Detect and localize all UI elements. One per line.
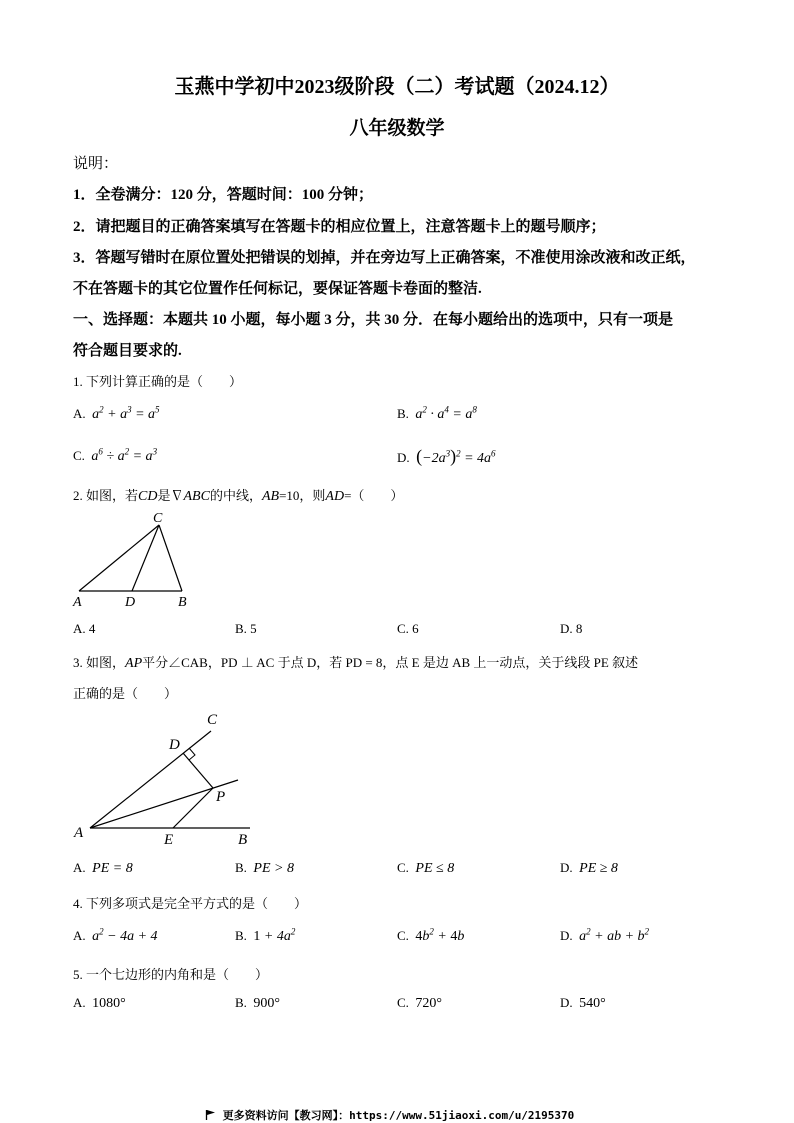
section-heading: 一、选择题：本题共 10 小题，每小题 3 分，共 30 分．在每小题给出的选项中，只有一项是 (73, 312, 674, 328)
flag-icon (205, 1109, 216, 1120)
label-d: D (169, 737, 180, 753)
option-label: C. (73, 448, 85, 463)
page-title: 玉燕中学初中2023级阶段（二）考试题（2024.12） (174, 76, 620, 98)
q5-option-c: C. 720° (397, 995, 443, 1011)
q4-option-c: C. $4b^2 + 4b$ (397, 926, 465, 944)
option-label: B. (397, 406, 409, 421)
label-b: B (178, 595, 187, 610)
instruction-1: 1．全卷满分：120 分，答题时间：100 分钟； (73, 187, 374, 203)
instruction-2: 2．请把题目的正确答案填写在答题卡的相应位置上，注意答题卡上的题号顺序； (73, 219, 606, 235)
q1-option-c: C. $a^6 \div a^2 = a^3$ (73, 446, 158, 464)
section-heading-cont: 符合题目要求的. (73, 343, 182, 359)
label-d: D (125, 595, 136, 610)
page-subtitle: 八年级数学 (349, 118, 445, 139)
label-a: A (73, 595, 82, 610)
question-5-stem: 5. 一个七边形的内角和是（ ） (73, 967, 269, 982)
q2-option-c: C. 6 (397, 621, 419, 636)
option-label: D. (397, 450, 410, 465)
q5-option-a: A. 1080° (73, 995, 126, 1011)
option-label: A. (73, 406, 86, 421)
q2-option-a: A. 4 (73, 621, 96, 636)
question-3-stem-cont: 正确的是（ ） (73, 686, 178, 701)
segment-pd (183, 753, 213, 788)
q1-option-d: D. $(-2a^3)^2 = 4a^6$ (397, 446, 496, 466)
question-3-stem: 3. 如图，AP平分∠CAB，PD ⊥ AC 于点 D，若 PD = 8，点 E 是边 AB 上一动点，关于线段 PE 叙述 (73, 655, 639, 671)
segment-ac (79, 525, 159, 591)
instruction-3-cont: 不在答题卡的其它位置作任何标记，要保证答题卡卷面的整洁. (73, 281, 482, 297)
q4-option-b: B. $1 + 4a^2$ (235, 926, 296, 944)
q3-option-a: A. PE = 8 (73, 860, 133, 876)
instructions-label: 说明： (73, 156, 119, 172)
label-p: P (216, 789, 226, 805)
ray-ac (90, 731, 211, 828)
q1-option-a: A. $a^2 + a^3 = a^5$ (73, 404, 160, 422)
q2-triangle-figure (70, 508, 200, 610)
footer-link[interactable]: 更多资料访问【教习网】：https://www.51jiaoxi.com/u/2195370 (205, 1107, 574, 1123)
q4-option-a: A. $a^2 - 4a + 4$ (73, 926, 158, 944)
q3-option-b: B. PE > 8 (235, 860, 294, 876)
label-e: E (164, 832, 174, 848)
question-2-stem: 2. 如图，若CD是∇ABC的中线，AB=10，则AD=（ ） (73, 488, 404, 504)
q3-option-c: C. PE ≤ 8 (397, 860, 455, 876)
right-angle-mark (189, 748, 195, 760)
question-1-stem: 1. 下列计算正确的是（ ） (73, 374, 243, 389)
q3-angle-figure (70, 706, 270, 851)
question-4-stem: 4. 下列多项式是完全平方式的是（ ） (73, 896, 308, 911)
q5-option-b: B. 900° (235, 995, 281, 1011)
label-c: C (207, 712, 218, 728)
q1-option-b: B. $a^2 \cdot a^4 = a^8$ (397, 404, 477, 422)
q2-option-b: B. 5 (235, 621, 257, 636)
label-a: A (74, 825, 84, 841)
q4-option-d: D. $a^2$ + ab + $b^2$ (560, 926, 650, 944)
q2-option-d: D. 8 (560, 621, 583, 636)
label-b: B (238, 832, 248, 848)
segment-cd (132, 525, 159, 591)
label-c: C (153, 511, 163, 526)
segment-bc (159, 525, 182, 591)
q3-option-d: D. PE ≥ 8 (560, 860, 618, 876)
instruction-3: 3．答题写错时在原位置处把错误的划掉，并在旁边写上正确答案，不准使用涂改液和改正纸， (73, 250, 696, 266)
q5-option-d: D. 540° (560, 995, 606, 1011)
